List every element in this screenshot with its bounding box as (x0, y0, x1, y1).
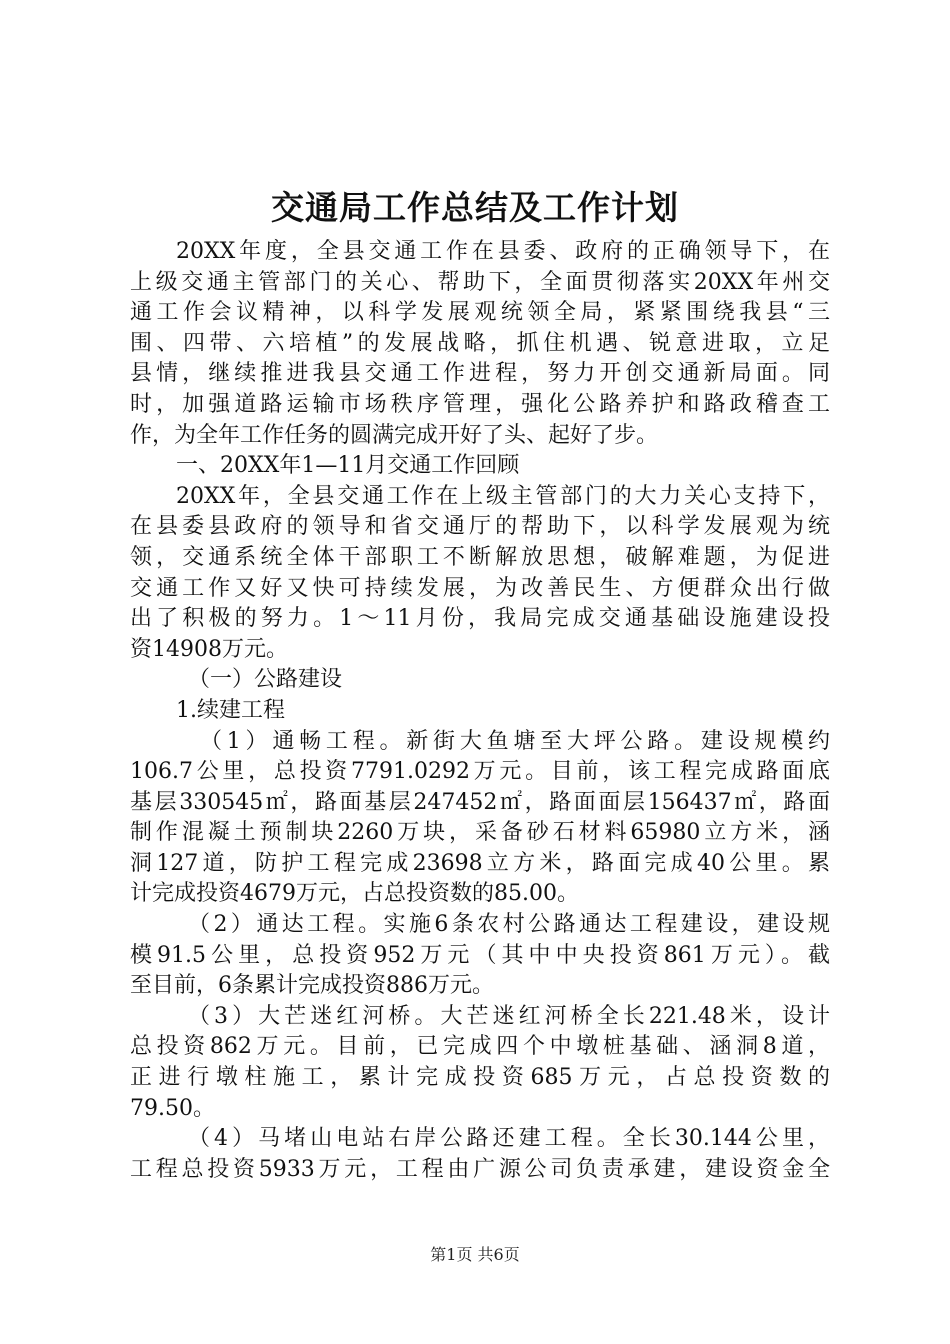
text-line: 时，加强道路运输市场秩序管理，强化公路养护和路政稽查工 (130, 391, 830, 417)
text-line: （3）大芒迷红河桥。大芒迷红河桥全长221.48米，设计 (188, 1003, 830, 1029)
text-line: 基层330545㎡，路面基层247452㎡，路面面层156437㎡，路面 (130, 789, 830, 815)
text-line: 计完成投资4679万元，占总投资数的85.00。 (130, 881, 579, 907)
text-line: 领，交通系统全体干部职工不断解放思想，破解难题，为促进 (130, 544, 830, 570)
text-line: 资14908万元。 (130, 636, 288, 662)
text-line: 模91.5公里，总投资952万元（其中中央投资861万元）。截 (130, 942, 830, 968)
text-line: 通工作会议精神，以科学发展观统领全局，紧紧围绕我县“三 (130, 300, 830, 326)
section-heading: 一、20XX年1—11月交通工作回顾 (176, 453, 520, 479)
text-line: 总投资862万元。目前，已完成四个中墩桩基础、涵洞8道， (130, 1034, 830, 1060)
text-line: 79.50。 (130, 1095, 215, 1121)
subsection-heading: 1.续建工程 (176, 697, 285, 723)
page-number: 第1页 共6页 (430, 1245, 520, 1264)
text-line: 正进行墩柱施工，累计完成投资685万元，占总投资数的 (130, 1065, 830, 1091)
document-body (130, 237, 830, 1185)
text-line: 在县委县政府的领导和省交通厅的帮助下，以科学发展观为统 (130, 514, 830, 540)
text-line: 交通工作又好又快可持续发展，为改善民生、方便群众出行做 (130, 575, 830, 601)
text-line: 20XX年，全县交通工作在上级主管部门的大力关心支持下， (176, 483, 830, 509)
text-line: （4）马堵山电站右岸公路还建工程。全长30.144公里， (188, 1126, 830, 1152)
document-title: 交通局工作总结及工作计划 (271, 188, 679, 227)
subsection-heading: （一）公路建设 (188, 667, 343, 693)
text-line: （1）通畅工程。新街大鱼塘至大坪公路。建设规模约 (200, 728, 830, 754)
text-line: 围、四带、六培植”的发展战略，抓住机遇、锐意进取，立足 (130, 330, 830, 356)
text-line: 20XX年度，全县交通工作在县委、政府的正确领导下，在 (176, 239, 830, 264)
text-line: 至目前，6条累计完成投资886万元。 (130, 973, 494, 999)
text-line: 作，为全年工作任务的圆满完成开好了头、起好了步。 (130, 422, 659, 448)
text-line: 106.7公里，总投资7791.0292万元。目前，该工程完成路面底 (130, 759, 830, 785)
text-line: 洞127道，防护工程完成23698立方米，路面完成40公里。累 (130, 850, 830, 876)
text-line: （2）通达工程。实施6条农村公路通达工程建设，建设规 (188, 912, 830, 938)
text-line: 工程总投资5933万元，工程由广源公司负责承建，建设资金全 (130, 1156, 830, 1182)
text-line: 县情，继续推进我县交通工作进程，努力开创交通新局面。同 (130, 361, 830, 387)
text-line: 制作混凝土预制块2260万块，采备砂石材料65980立方米，涵 (130, 820, 830, 846)
text-line: 上级交通主管部门的关心、帮助下，全面贯彻落实20XX年州交 (130, 269, 830, 295)
text-line: 出了积极的努力。1～11月份，我局完成交通基础设施建设投 (130, 606, 830, 632)
